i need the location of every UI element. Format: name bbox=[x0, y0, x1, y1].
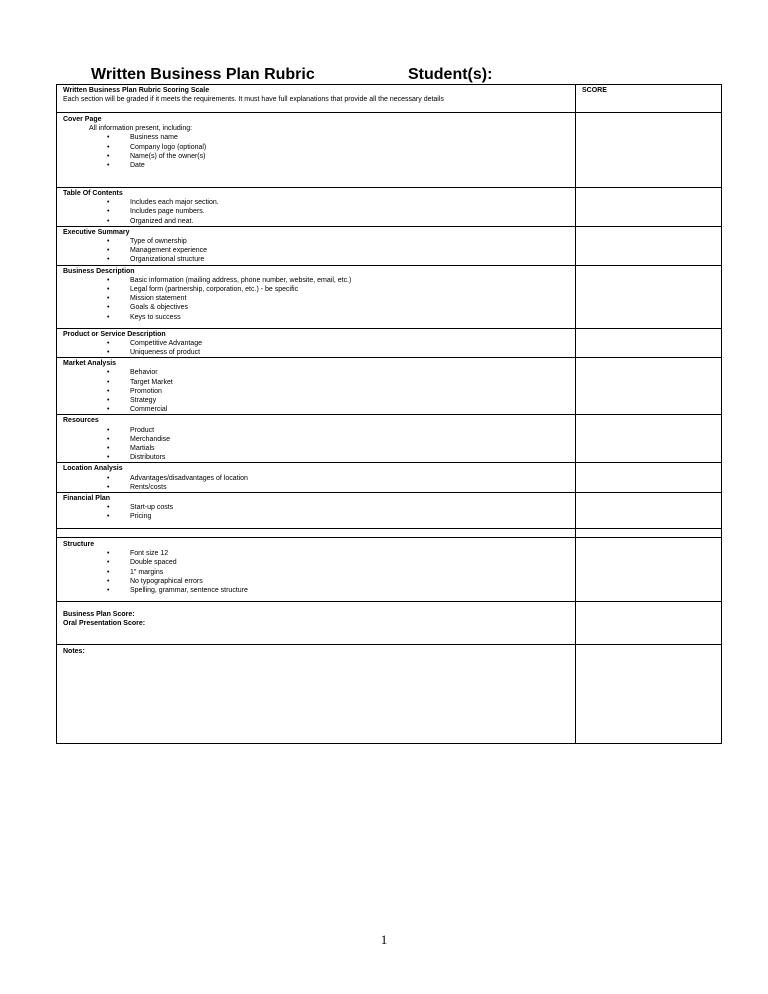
section-title: Financial Plan bbox=[63, 495, 111, 503]
bullet-icon: • bbox=[107, 550, 110, 558]
criteria-item: • Organizational structure bbox=[107, 256, 205, 264]
notes-score-cell[interactable] bbox=[576, 645, 722, 744]
criteria-item: • Name(s) of the owner(s) bbox=[107, 152, 206, 160]
score-cell[interactable] bbox=[576, 415, 722, 463]
criteria-item: • Distributors bbox=[107, 454, 166, 462]
score-cell[interactable] bbox=[576, 463, 722, 493]
page-number: 1 bbox=[380, 932, 388, 947]
section-row-product-service bbox=[57, 328, 722, 358]
bullet-icon: • bbox=[107, 568, 110, 576]
criteria-item: • Promotion bbox=[107, 387, 162, 395]
bullet-icon: • bbox=[107, 378, 110, 386]
section-cell bbox=[57, 415, 576, 463]
criteria-list bbox=[63, 368, 569, 414]
bullet-icon: • bbox=[107, 286, 110, 294]
criteria-item: • Pricing bbox=[107, 513, 152, 521]
criteria-item: • Commercial bbox=[107, 406, 168, 414]
criteria-item: • Double spaced bbox=[107, 559, 177, 567]
criteria-item: • Keys to success bbox=[107, 313, 181, 321]
section-title: Business Description bbox=[63, 267, 135, 275]
bullet-icon: • bbox=[107, 369, 110, 377]
bullet-icon: • bbox=[107, 313, 110, 321]
bullet-icon: • bbox=[107, 387, 110, 395]
bullet-icon: • bbox=[107, 276, 110, 284]
criteria-item: • Management experience bbox=[107, 247, 208, 255]
intro-cell bbox=[57, 85, 576, 113]
score-cell[interactable] bbox=[576, 113, 722, 188]
criteria-item: • Spelling, grammar, sentence structure bbox=[107, 587, 248, 595]
spacer-score-cell bbox=[576, 529, 722, 538]
criteria-item: • 1" margins bbox=[107, 568, 164, 576]
bullet-icon: • bbox=[107, 587, 110, 595]
scoring-scale-heading: Written Business Plan Rubric Scoring Scale bbox=[63, 87, 210, 94]
score-cell[interactable] bbox=[576, 188, 722, 227]
criteria-item: • Goals & objectives bbox=[107, 304, 188, 312]
section-lead: All information present, including: bbox=[89, 125, 193, 133]
bullet-icon: • bbox=[107, 406, 110, 414]
criteria-item: • Legal form (partnership, corporation, etc.) - be specific bbox=[107, 286, 299, 294]
section-title: Structure bbox=[63, 541, 95, 549]
section-cell bbox=[57, 493, 576, 529]
bullet-icon: • bbox=[107, 454, 110, 462]
score-cell[interactable] bbox=[576, 538, 722, 602]
bullet-icon: • bbox=[107, 483, 110, 491]
section-title: Market Analysis bbox=[63, 360, 117, 368]
score-cell[interactable] bbox=[576, 493, 722, 529]
business-plan-score-label: Business Plan Score: bbox=[63, 611, 135, 619]
totals-row bbox=[57, 602, 722, 645]
bullet-icon: • bbox=[107, 304, 110, 312]
bullet-icon: • bbox=[107, 349, 110, 357]
section-title: Resources bbox=[63, 417, 99, 425]
bullet-icon: • bbox=[107, 238, 110, 246]
section-cell bbox=[57, 188, 576, 227]
criteria-item: • Basic information (mailing address, phone number, website, email, etc.) bbox=[107, 276, 352, 284]
bullet-icon: • bbox=[107, 295, 110, 303]
section-cell bbox=[57, 113, 576, 188]
criteria-item: • Competitive Advantage bbox=[107, 339, 202, 347]
bullet-icon: • bbox=[107, 247, 110, 255]
section-row-market-analysis bbox=[57, 358, 722, 415]
bullet-icon: • bbox=[107, 513, 110, 521]
bullet-icon: • bbox=[107, 152, 110, 160]
bullet-icon: • bbox=[107, 143, 110, 151]
score-cell[interactable] bbox=[576, 265, 722, 328]
bullet-icon: • bbox=[107, 559, 110, 567]
criteria-item: • Rents/costs bbox=[107, 483, 167, 491]
bullet-icon: • bbox=[107, 162, 110, 170]
title-row bbox=[91, 66, 691, 86]
criteria-list bbox=[63, 503, 569, 521]
notes-row bbox=[57, 645, 722, 744]
criteria-list bbox=[63, 549, 569, 595]
criteria-item: • Product bbox=[107, 426, 155, 434]
criteria-item: • Business name bbox=[107, 134, 178, 142]
bullet-icon: • bbox=[107, 134, 110, 142]
bullet-icon: • bbox=[107, 445, 110, 453]
score-cell[interactable] bbox=[576, 328, 722, 358]
criteria-item: • Start-up costs bbox=[107, 504, 174, 512]
document-title: Written Business Plan Rubric bbox=[91, 66, 315, 83]
bullet-icon: • bbox=[107, 208, 110, 216]
criteria-item: • Martials bbox=[107, 445, 155, 453]
bullet-icon: • bbox=[107, 577, 110, 585]
totals-cell bbox=[57, 602, 576, 645]
notes-cell[interactable] bbox=[57, 645, 576, 744]
criteria-item: • Advantages/disadvantages of location bbox=[107, 474, 248, 482]
section-title: Location Analysis bbox=[63, 465, 123, 473]
scoring-scale-description: Each section will be graded if it meets the requirements. It must have full explanations that provide all the necessary details bbox=[63, 96, 444, 104]
section-row-financial-plan bbox=[57, 493, 722, 529]
section-cell bbox=[57, 538, 576, 602]
bullet-icon: • bbox=[107, 256, 110, 264]
bullet-icon: • bbox=[107, 435, 110, 443]
section-title: Executive Summary bbox=[63, 228, 130, 236]
bullet-icon: • bbox=[107, 217, 110, 225]
bullet-icon: • bbox=[107, 474, 110, 482]
students-label: Student(s): bbox=[408, 66, 493, 83]
criteria-list bbox=[63, 276, 569, 322]
notes-label: Notes: bbox=[63, 648, 85, 656]
criteria-list bbox=[63, 198, 569, 226]
criteria-item: • Date bbox=[107, 162, 145, 170]
criteria-item: • Organized and neat. bbox=[107, 217, 194, 225]
criteria-list bbox=[63, 339, 569, 357]
section-cell bbox=[57, 265, 576, 328]
section-row-location-analysis bbox=[57, 463, 722, 493]
spacer-cell bbox=[57, 529, 576, 538]
section-cell bbox=[57, 463, 576, 493]
score-cell[interactable] bbox=[576, 358, 722, 415]
section-row-cover-page bbox=[57, 113, 722, 188]
section-cell bbox=[57, 226, 576, 265]
score-header: SCORE bbox=[576, 85, 722, 113]
section-row-business-description bbox=[57, 265, 722, 328]
total-score-cell[interactable] bbox=[576, 602, 722, 645]
criteria-item: • Includes page numbers. bbox=[107, 208, 205, 216]
section-title: Table Of Contents bbox=[63, 190, 123, 197]
criteria-list bbox=[63, 133, 569, 170]
bullet-icon: • bbox=[107, 504, 110, 512]
bullet-icon: • bbox=[107, 339, 110, 347]
criteria-item: • Mission statement bbox=[107, 295, 187, 303]
criteria-item: • Behavior bbox=[107, 369, 158, 377]
oral-presentation-score-label: Oral Presentation Score: bbox=[63, 620, 146, 628]
bullet-icon: • bbox=[107, 426, 110, 434]
section-title: Product or Service Description bbox=[63, 330, 166, 338]
criteria-item: • Type of ownership bbox=[107, 238, 187, 246]
criteria-list bbox=[63, 474, 569, 492]
section-cell bbox=[57, 358, 576, 415]
rubric-table bbox=[56, 84, 722, 744]
section-row-resources bbox=[57, 415, 722, 463]
criteria-list bbox=[63, 426, 569, 463]
criteria-item: • Includes each major section. bbox=[107, 199, 219, 207]
section-row-executive-summary bbox=[57, 226, 722, 265]
criteria-list bbox=[63, 237, 569, 265]
section-row-table-of-contents bbox=[57, 188, 722, 227]
criteria-item: • Company logo (optional) bbox=[107, 143, 207, 151]
bullet-icon: • bbox=[107, 397, 110, 405]
bullet-icon: • bbox=[107, 199, 110, 207]
criteria-item: • Merchandise bbox=[107, 435, 171, 443]
section-cell bbox=[57, 328, 576, 358]
criteria-item: • Target Market bbox=[107, 378, 173, 386]
criteria-item: • Strategy bbox=[107, 397, 157, 405]
intro-row bbox=[57, 85, 722, 113]
criteria-item: • No typographical errors bbox=[107, 577, 203, 585]
criteria-item: • Font size 12 bbox=[107, 550, 169, 558]
section-title: Cover Page bbox=[63, 116, 102, 123]
score-cell[interactable] bbox=[576, 226, 722, 265]
section-row-structure bbox=[57, 538, 722, 602]
criteria-item: • Uniqueness of product bbox=[107, 349, 201, 357]
spacer-row bbox=[57, 529, 722, 538]
